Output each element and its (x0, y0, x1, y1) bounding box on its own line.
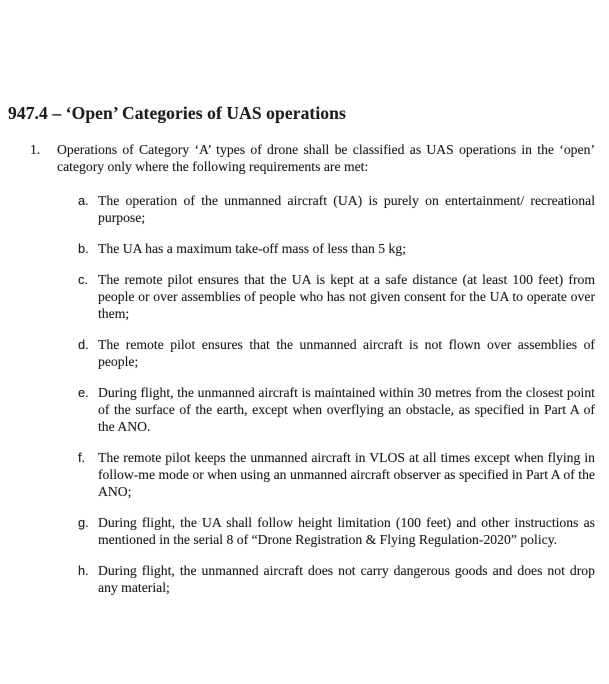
lettered-item-marker: c. (78, 272, 88, 287)
lettered-item-e (78, 384, 595, 435)
lettered-item-h (78, 562, 595, 596)
lettered-item-text: The remote pilot ensures that the unmanned aircraft is not flown over assemblies of people; (98, 337, 595, 369)
lettered-list (0, 192, 609, 596)
lettered-item-marker: g. (78, 515, 89, 530)
numbered-item-1 (30, 141, 595, 175)
lettered-item-marker: f. (78, 450, 86, 465)
lettered-item-text: The UA has a maximum take-off mass of less than 5 kg; (98, 241, 407, 256)
lettered-item-text: The remote pilot ensures that the UA is kept at a safe distance (at least 100 feet) from people or over assemblies of people who has not given consent for the UA to operate over them; (98, 272, 595, 321)
lettered-item-text: The operation of the unmanned aircraft (UA) is purely on entertainment/ recreational purpose; (98, 193, 595, 225)
lettered-item-c (78, 271, 595, 322)
lettered-item-f (78, 449, 595, 500)
lettered-item-g (78, 514, 595, 548)
lettered-item-d (78, 336, 595, 370)
lettered-item-text: The remote pilot keeps the unmanned aircraft in VLOS at all times except when flying in follow-me mode or when using an unmanned aircraft observer as specified in Part A of the ANO; (98, 450, 595, 499)
lettered-item-text: During flight, the unmanned aircraft is maintained within 30 metres from the closest point of the surface of the earth, except when overflying an obstacle, as specified in Part A of the ANO. (98, 385, 595, 434)
lettered-item-text: During flight, the UA shall follow height limitation (100 feet) and other instructions as mentioned in the serial 8 of “Drone Registration & Flying Regulation-2020” policy. (98, 515, 595, 547)
lettered-item-a (78, 192, 595, 226)
lettered-item-text: During flight, the unmanned aircraft does not carry dangerous goods and does not drop any material; (98, 563, 595, 595)
numbered-item-marker: 1. (30, 142, 41, 157)
lettered-item-b (78, 240, 595, 257)
section-heading: 947.4 – ‘Open’ Categories of UAS operations (8, 103, 346, 123)
lettered-item-marker: d. (78, 337, 89, 352)
lettered-item-marker: e. (78, 385, 89, 400)
lettered-item-marker: h. (78, 563, 89, 578)
numbered-item-text: Operations of Category ‘A’ types of drone shall be classified as UAS operations in the ‘open’ category only where the following requirements are met: (57, 142, 595, 174)
lettered-item-marker: a. (78, 193, 89, 208)
lettered-item-marker: b. (78, 241, 89, 256)
